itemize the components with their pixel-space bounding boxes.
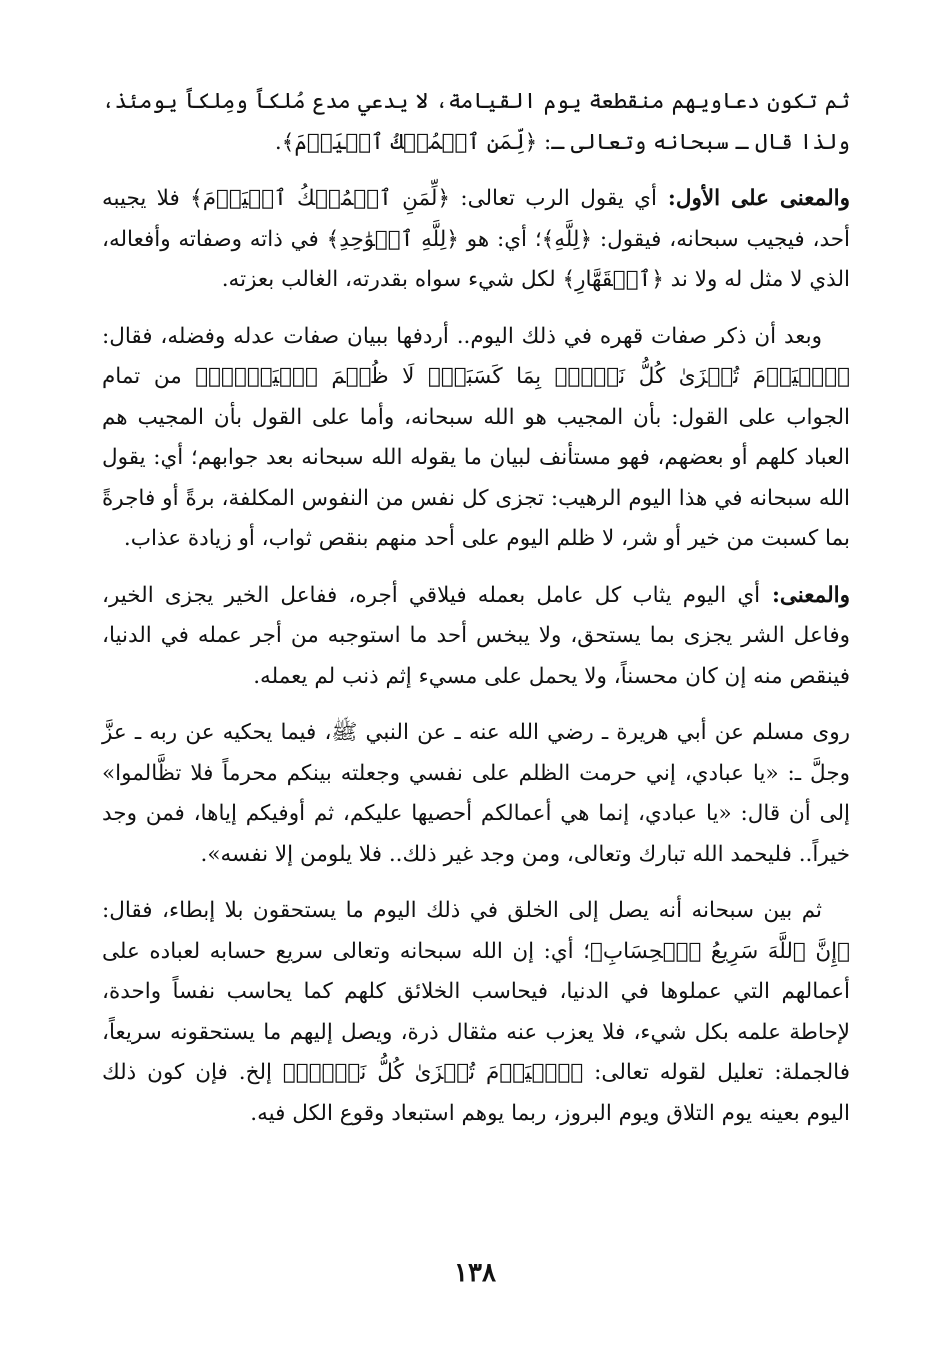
paragraph-4-lead: والمعنى:: [760, 582, 851, 608]
paragraph-1: [102, 82, 850, 163]
paragraph-2: [102, 179, 850, 301]
paragraph-4-text: أي اليوم يثاب كل عامل بعمله فيلاقي أجره، ففاعل الخير يجزى الخير، وفاعل الشر يجزى بما يستحق، ولا يبخس أحد ما استوجبه من أجر عمله في الدنيا، فينقص منه إن كان محسناً، ولا يحمل على مسيء إثم ذنب لم يعمله.: [102, 582, 850, 689]
page-number: ١٣٨: [454, 1258, 496, 1288]
paragraph-5: [102, 713, 850, 875]
page-body: [102, 82, 850, 1150]
paragraph-5-text: روى مسلم عن أبي هريرة ـ رضي الله عنه ـ عن النبي ﷺ، فيما يحكيه عن ربه ـ عزَّ وجلَّ ـ: «يا عبادي، إني حرمت الظلم على نفسي وجعلته بينكم محرماً فلا تظَّالموا» إلى أن قال: «يا عبادي، إنما هي أعمالكم أحصيها عليكم، ثم أوفيكم إياها، فمن وجد خيراً.. فليحمد الله تبارك وتعالى، ومن وجد غير ذلك.. فلا يلومن إلا نفسه».: [102, 720, 850, 867]
paragraph-4: [102, 576, 850, 698]
paragraph-3-text: وبعد أن ذكر صفات قهره في ذلك اليوم.. أردفها ببيان صفات عدله وفضله، فقال: ﴿ٱلۡيَوۡمَ تُجۡزَىٰ كُلُّ نَفۡسِۭ بِمَا كَسَبَتۡۚ لَا ظُلۡمَ ٱلۡيَوۡمَۚ﴾ من تمام الجواب على القول: بأن المجيب هو الله سبحانه، وأما على القول بأن المجيب هم العباد كلهم أو بعضهم، فهو مستأنف لبيان ما يقوله الله سبحانه بعد جوابهم؛ أي: يقول الله سبحانه في هذا اليوم الرهيب: تجزى كل نفس من النفوس المكلفة، برةً أو فاجرةً بما كسبت من خير أو شر، لا ظلم اليوم على أحد منهم بنقص ثواب، أو زيادة عذاب.: [102, 323, 850, 551]
paragraph-2-lead: والمعنى على الأول:: [656, 186, 850, 211]
paragraph-2-text: أي يقول الرب تعالى: ﴿لِّمَنِ ٱلۡمُلۡكُ ٱلۡيَوۡمَ﴾ فلا يجيبه أحد، فيجيب سبحانه، فيقول: ﴿لِلَّهِ﴾؛ أي: هو ﴿لِلَّهِ ٱلۡوَٰحِدِ﴾ في ذاته وصفاته وأفعاله، الذي لا مثل له ولا ند ﴿ٱلۡقَهَّارِ﴾ لكل شيء سواه بقدرته، الغالب بعزته.: [102, 186, 850, 292]
paragraph-6: [102, 891, 850, 1134]
paragraph-1-text: ثم تكون دعاويهم منقطعة يوم القيامة، لا يدعي مدع مُلكاً ومِلكاً يومئذ، ولذا قال ـ سبحانه وتعالى ـ: ﴿لِّمَنِ ٱلۡمُلۡكُ ٱلۡيَوۡمَ﴾.: [102, 89, 850, 155]
paragraph-6-text: ثم بين سبحانه أنه يصل إلى الخلق في ذلك اليوم ما يستحقون بلا إبطاء، فقال: ﴿إِنَّ ٱللَّهَ سَرِيعُ ٱلۡحِسَابِ﴾؛ أي: إن الله سبحانه وتعالى سريع حسابه لعباده على أعمالهم التي عملوها في الدنيا، فيحاسب الخلائق كلهم كما يحاسب نفساً واحدة، لإحاطة علمه بكل شيء، فلا يعزب عنه مثقال ذرة، ويصل إليهم ما يستحقونه سريعاً، فالجملة: تعليل لقوله تعالى: ﴿ٱلۡيَوۡمَ تُجۡزَىٰ كُلُّ نَفۡسِۭ﴾ إلخ. فإن كون ذلك اليوم بعينه يوم التلاق ويوم البروز، ربما يوهم استبعاد وقوع الكل فيه.: [102, 898, 850, 1126]
paragraph-3: [102, 317, 850, 560]
